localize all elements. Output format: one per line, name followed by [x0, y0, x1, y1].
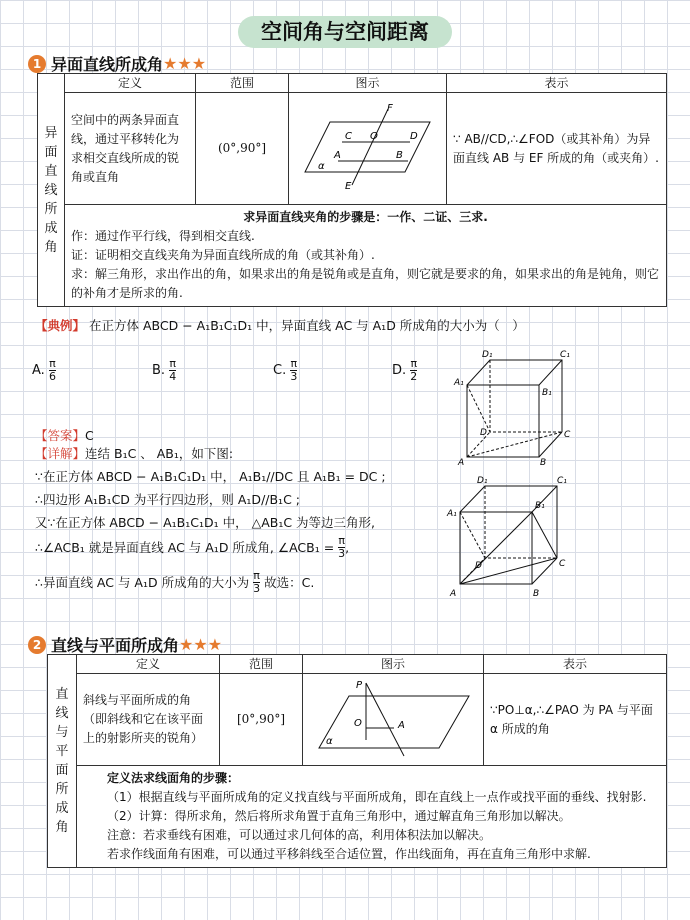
s2-header-figure: 图示	[303, 655, 484, 674]
option-c[interactable]: C. $\frac{\pi}{3}$	[273, 357, 298, 383]
example-question: 在正方体 ABCD − A₁B₁C₁D₁ 中，异面直线 AC 与 A₁D 所成角的大小为（ ）	[89, 318, 525, 333]
label-alpha2: α	[326, 736, 333, 747]
detail-line-6: ∴异面直线 AC 与 A₁D 所成角的大小为 $\frac{\pi}{3}$ 故选：C.	[35, 569, 315, 595]
cube1-D: D	[480, 428, 487, 438]
section1-definition: 空间中的两条异面直线，通过平移转化为求相交直线所成的锐角或直角	[65, 93, 196, 205]
skew-lines-diagram	[290, 97, 445, 197]
option-b[interactable]: B. $\frac{\pi}{4}$	[152, 357, 177, 383]
detail-line-2: ∵在正方体 ABCD − A₁B₁C₁D₁ 中， A₁B₁//DC 且 A₁B₁ = DC ;	[35, 469, 386, 484]
cube1-C: C	[564, 430, 571, 440]
detail-line-5: ∴∠ACB₁ 就是异面直线 AC 与 A₁D 所成角, ∠ACB₁ = $\frac{\pi}{3}$ ,	[35, 534, 350, 560]
label-C: C	[345, 131, 352, 142]
header-range: 范围	[196, 74, 289, 93]
cube2-B1: B₁	[535, 501, 545, 511]
cube1-A1: A₁	[454, 378, 464, 388]
label-O2: O	[354, 718, 362, 729]
cube2-D1: D₁	[477, 476, 488, 486]
section1-title: 异面直线所成角	[51, 55, 164, 74]
s2-header-range: 范围	[220, 655, 303, 674]
header-figure: 图示	[289, 74, 447, 93]
label-alpha: α	[318, 161, 325, 172]
section1-step-1: 作：通过作平行线，得到相交直线.	[71, 229, 255, 243]
cube2-A1: A₁	[447, 509, 457, 519]
cube1-A: A	[458, 458, 465, 468]
section2-heading	[28, 633, 222, 656]
cube-diagram-1	[452, 345, 577, 470]
cube1-B: B	[540, 458, 547, 468]
option-d[interactable]: D. $\frac{\pi}{2}$	[392, 357, 418, 383]
section1-stars: ★★★	[163, 54, 207, 73]
label-F: F	[387, 103, 393, 114]
s2-header-definition: 定义	[77, 655, 220, 674]
section2-range: [0°,90°]	[220, 674, 303, 766]
cube2-A: A	[450, 589, 457, 599]
detail-line-1: 【详解】连结 B₁C 、 AB₁，如下图:	[35, 446, 234, 461]
section2-figure	[303, 674, 484, 766]
cube2-D: D	[475, 561, 482, 571]
section2-number: 2	[28, 636, 46, 654]
section1-heading	[28, 52, 206, 75]
label-B: B	[396, 150, 403, 161]
section1-step-2: 证：证明相交直线夹角为异面直线所成的角（或其补角）.	[71, 248, 375, 262]
example-tag: 【典例】	[35, 318, 86, 333]
answer-value: C	[85, 428, 94, 443]
section2-step-1: （1）根据直线与平面所成角的定义找直线与平面所成角，即在直线上一点作或找平面的垂线、找射影.	[107, 790, 647, 804]
section2-definition: 斜线与平面所成的角（即斜线和它在该平面上的射影所夹的锐角）	[77, 674, 220, 766]
section1-number: 1	[28, 55, 46, 73]
page-title: 空间角与空间距离	[238, 16, 452, 48]
section2-side-label: 直线与平面所成角	[48, 655, 77, 868]
section2-steps-title: 定义法求线面角的步骤：	[107, 771, 240, 785]
cube1-D1: D₁	[482, 350, 493, 360]
cube1-C1: C₁	[560, 350, 570, 360]
example-question-line	[35, 315, 525, 337]
header-definition: 定义	[65, 74, 196, 93]
section2-step-4: 若求作线面角有困难，可以通过平移斜线至合适位置，作出线面角，再在直角三角形中求解.	[107, 847, 591, 861]
detail-line-3: ∴四边形 A₁B₁CD 为平行四边形，则 A₁D//B₁C ;	[35, 492, 300, 507]
section1-steps-title: 求异面直线夹角的步骤是：一作、二证、三求.	[243, 210, 488, 224]
cube1-B1: B₁	[542, 388, 552, 398]
option-a[interactable]: A. $\frac{\pi}{6}$	[32, 357, 56, 383]
section2-title: 直线与平面所成角	[51, 636, 180, 655]
section1-representation: ∵ AB//CD,∴∠FOD（或其补角）为异面直线 AB 与 EF 所成的角（或夹角）.	[447, 93, 667, 205]
section1-side-label: 异面直线所成角	[38, 74, 65, 307]
label-A: A	[334, 150, 341, 161]
section1-table	[37, 73, 667, 307]
section1-step-3: 求：解三角形，求出作出的角，如果求出的角是锐角或是直角，则它就是要求的角，如果求出的角是钝角，则它的补角才是所求的角.	[71, 267, 660, 300]
section2-representation: ∵PO⊥α,∴∠PAO 为 PA 与平面 α 所成的角	[484, 674, 667, 766]
cube-diagram-2	[445, 472, 575, 602]
cube2-B: B	[533, 589, 540, 599]
line-plane-diagram	[304, 678, 482, 758]
cube2-C1: C₁	[557, 476, 567, 486]
s2-header-representation: 表示	[484, 655, 667, 674]
label-A2: A	[398, 720, 405, 731]
answer-tag: 【答案】	[35, 428, 86, 443]
section1-steps	[65, 205, 667, 307]
section2-step-2: （2）计算：得所求角，然后将所求角置于直角三角形中，通过解直角三角形加以解决。	[107, 809, 571, 823]
label-E: E	[345, 181, 352, 192]
detail-line-4: 又∵在正方体 ABCD − A₁B₁C₁D₁ 中， △AB₁C 为等边三角形,	[35, 515, 376, 530]
label-P: P	[356, 680, 363, 691]
detail-tag: 【详解】	[35, 446, 86, 461]
header-representation: 表示	[447, 74, 667, 93]
section2-table	[47, 654, 667, 868]
label-O: O	[370, 131, 378, 142]
section2-stars: ★★★	[179, 635, 223, 654]
section2-step-3: 注意：若求垂线有困难，可以通过求几何体的高，利用体积法加以解决。	[107, 828, 492, 842]
section1-figure	[289, 93, 447, 205]
cube2-C: C	[559, 559, 566, 569]
label-D: D	[410, 131, 418, 142]
section2-steps	[77, 766, 667, 868]
section1-range: (0°,90°]	[196, 93, 289, 205]
